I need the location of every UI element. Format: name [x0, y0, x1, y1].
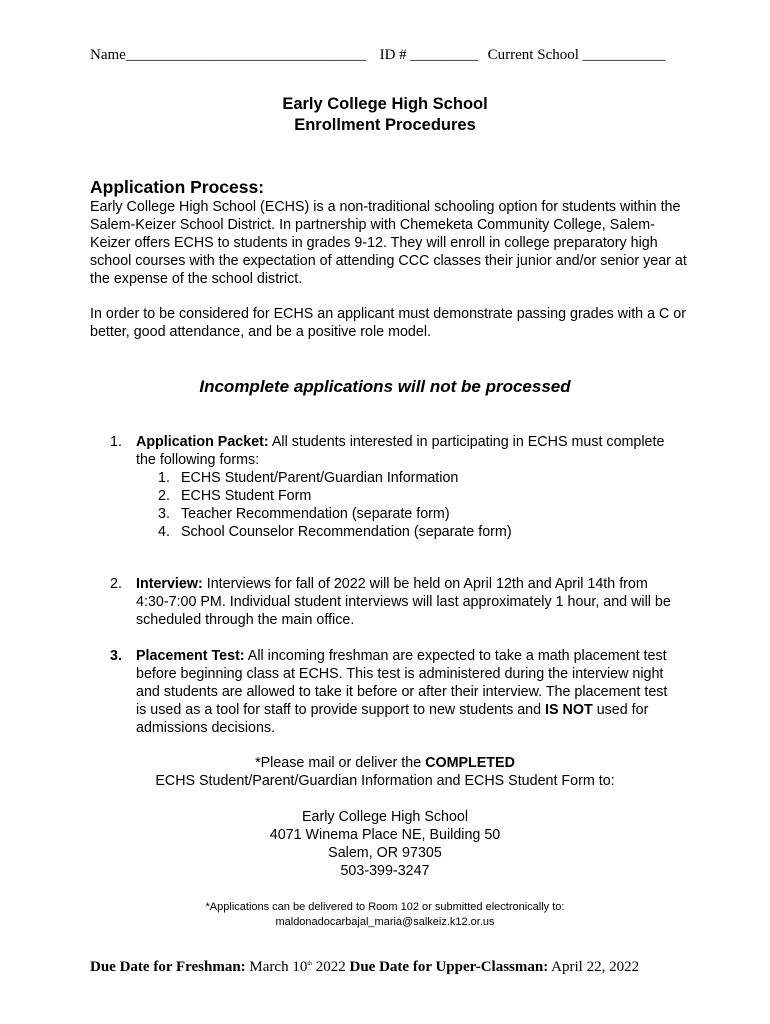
- due-dates: Due Date for Freshman: March 10th 2022 Due Date for Upper-Classman: April 22, 2022: [90, 959, 640, 975]
- list-item-application-packet: [110, 433, 680, 541]
- requirements-paragraph: In order to be considered for ECHS an applicant must demonstrate passing grades with a C or better, good attendance, and be a positive role model.: [90, 306, 687, 340]
- form-item: 4. School Counselor Recommendation (separate form): [158, 524, 512, 540]
- school-label: Current School: [487, 47, 579, 63]
- mailing-address: [0, 808, 770, 880]
- warning-text: Incomplete applications will not be processed: [199, 377, 571, 396]
- id-label: ID #: [379, 47, 407, 63]
- section-heading: Application Process:: [90, 177, 265, 197]
- delivery-note: *Applications can be delivered to Room 102 or submitted electronically to: maldonadocarbajal_maria@salkeiz.k12.or.us: [0, 900, 770, 930]
- freshman-due-label: Due Date for Freshman:: [90, 959, 246, 975]
- intro-paragraph: Early College High School (ECHS) is a non-traditional schooling option for students within the Salem-Keizer School District. In partnership with Chemeketa Community College, Salem-Keizer offers ECHS to students in grades 9-12. They will enroll in college preparatory high school courses with the expectation of attending CCC classes their junior and/or senior year at the expense of the school district.: [90, 199, 687, 287]
- address-city: Salem, OR 97305: [328, 845, 442, 861]
- form-item: 2. ECHS Student Form: [158, 488, 312, 504]
- item-label: Application Packet:: [136, 434, 269, 450]
- id-blank[interactable]: _________: [410, 47, 478, 63]
- address-phone: 503-399-3247: [340, 863, 430, 879]
- page-title: Early College High School: [282, 95, 488, 113]
- form-item: 3. Teacher Recommendation (separate form): [158, 506, 450, 522]
- list-item-placement-test: [110, 647, 680, 737]
- page-subtitle: Enrollment Procedures: [294, 116, 476, 134]
- address-name: Early College High School: [301, 809, 469, 825]
- item-number: 1.: [110, 434, 122, 450]
- name-label: Name: [90, 47, 126, 63]
- school-blank[interactable]: ___________: [582, 47, 666, 63]
- item-text: All students interested in participating in ECHS must complete the following forms:: [136, 434, 665, 468]
- item-number: 2.: [110, 576, 122, 592]
- forms-list: [136, 469, 680, 541]
- item-text: All incoming freshman are expected to take a math placement test before beginning class at ECHS. This test is administered during the interview night and students are allowed to take it before or after their interview. The placement test is used as a tool for staff to provide support to new students and: [136, 648, 668, 718]
- mail-instructions: *Please mail or deliver the COMPLETED ECHS Student/Parent/Guardian Information and ECHS Student Form to:: [155, 755, 615, 789]
- item-emphasis: IS NOT: [545, 702, 593, 718]
- completed-emphasis: COMPLETED: [425, 755, 515, 771]
- item-text: Interviews for fall of 2022 will be held on April 12th and April 14th from 4:30-7:00 PM. Individual student interviews will last approximately 1 hour, and will be scheduled through the main office.: [136, 576, 671, 628]
- item-label: Placement Test:: [136, 648, 245, 664]
- upper-due-label: Due Date for Upper-Classman:: [349, 959, 549, 975]
- form-item: 1. ECHS Student/Parent/Guardian Information: [158, 470, 459, 486]
- item-text-end: used for admissions decisions.: [136, 702, 649, 736]
- header-fields: [90, 47, 690, 64]
- name-blank[interactable]: ________________________________: [125, 47, 366, 63]
- item-label: Interview:: [136, 576, 203, 592]
- item-number: 3.: [110, 648, 122, 664]
- list-item-interview: [110, 575, 680, 629]
- contact-email[interactable]: maldonadocarbajal_maria@salkeiz.k12.or.us: [275, 916, 495, 928]
- address-street: 4071 Winema Place NE, Building 50: [269, 827, 501, 843]
